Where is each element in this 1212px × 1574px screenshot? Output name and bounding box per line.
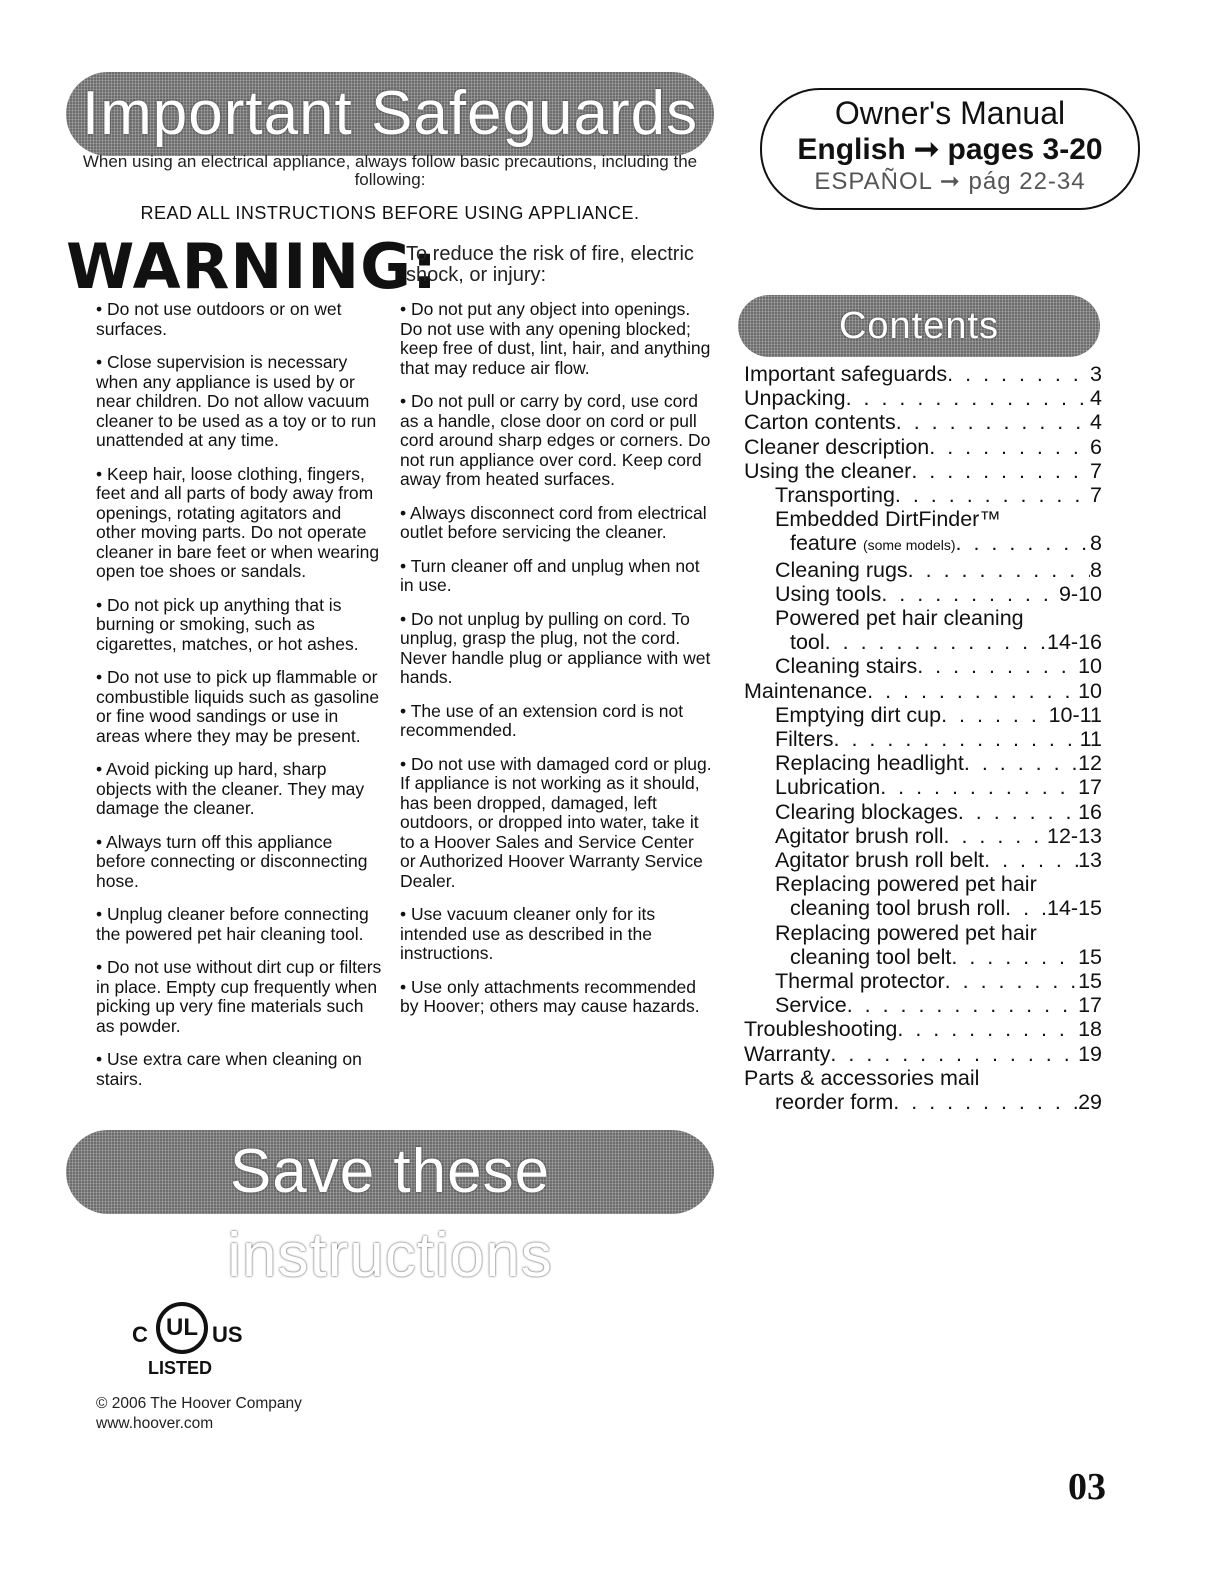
safeguard-item: • Avoid picking up hard, sharp objects with the cleaner. They may damage the cleaner. (96, 760, 382, 819)
toc-entry (744, 679, 1102, 703)
toc-entry-title: Thermal protector (775, 969, 945, 994)
toc-entry-title: Replacing powered pet hair (775, 872, 1037, 897)
toc-leader-dots (847, 993, 1078, 1017)
toc-leader-dots (944, 824, 1048, 848)
toc-entry (744, 531, 1102, 557)
toc-entry-page: 7 (1090, 483, 1102, 508)
toc-entry-page: 15 (1078, 969, 1102, 994)
toc-entry-title: Powered pet hair cleaning (775, 606, 1024, 631)
warning-heading: WARNING: (66, 230, 438, 303)
toc-entry-title: Cleaning stairs (775, 654, 918, 679)
toc-entry-page: 9-10 (1058, 581, 1102, 606)
toc-entry (744, 483, 1102, 507)
toc-entry-page: 10-11 (1048, 702, 1102, 727)
read-all-instructions: READ ALL INSTRUCTIONS BEFORE USING APPLIANCE. (140, 203, 640, 223)
toc-entry-page: 17 (1078, 993, 1102, 1018)
toc-leader-dots (896, 410, 1090, 434)
toc-leader-dots (881, 582, 1059, 606)
ul-c-mark: C (132, 1322, 148, 1347)
safeguard-item: • Do not use to pick up flammable or combustible liquids such as gasoline or fine wood sandings or use in areas where they may be present. (96, 668, 382, 746)
save-instructions-banner: Save these instructions (66, 1130, 714, 1214)
toc-entry (744, 606, 1102, 630)
safeguard-item: • Always disconnect cord from electrical outlet before servicing the cleaner. (400, 504, 712, 543)
toc-entry-title: Using the cleaner (744, 458, 912, 483)
toc-entry-title: Embedded DirtFinder™ (775, 507, 1001, 532)
toc-entry-title: Using tools (775, 581, 882, 606)
safeguard-item: • Close supervision is necessary when any appliance is used by or near children. Do not allow vacuum cleaner to be used as a toy or to run unattended at any time. (96, 353, 382, 451)
toc-leader-dots (945, 969, 1078, 993)
toc-leader-dots (830, 1042, 1078, 1066)
toc-leader-dots (947, 362, 1090, 386)
ul-us-mark: US (212, 1322, 243, 1347)
toc-entry (744, 896, 1102, 920)
safeguard-item: • The use of an extension cord is not recommended. (400, 702, 712, 741)
toc-entry-page: 8 (1090, 557, 1102, 582)
toc-entry-page: 19 (1078, 1041, 1102, 1066)
warning-subtitle: To reduce the risk of fire, electric shock, or injury: (406, 243, 694, 286)
toc-entry-page: 10 (1078, 678, 1102, 703)
toc-entry-page: 12 (1078, 751, 1102, 776)
toc-entry-title: Parts & accessories mail (744, 1065, 980, 1090)
toc-entry-title: Clearing blockages (775, 799, 958, 824)
toc-entry (744, 945, 1102, 969)
toc-entry (744, 1017, 1102, 1041)
safeguard-item: • Do not pull or carry by cord, use cord as a handle, close door on cord or pull cord around sharp edges or corners. Do not run appliance over cord. Keep cord away from heated surfaces. (400, 392, 712, 490)
toc-entry-page: 16 (1078, 799, 1102, 824)
toc-entry (744, 872, 1102, 896)
toc-entry (744, 775, 1102, 799)
toc-entry-note: (some models) (862, 537, 956, 554)
toc-leader-dots (893, 1090, 1078, 1114)
toc-entry (744, 582, 1102, 606)
toc-entry-page: 4 (1090, 410, 1102, 435)
toc-entry-page: 13 (1078, 848, 1102, 873)
toc-entry-title: Carton contents (744, 410, 896, 435)
toc-entry-title: Cleaner description (744, 434, 930, 459)
toc-entry (744, 727, 1102, 751)
toc-entry (744, 1066, 1102, 1090)
toc-entry-title: Replacing headlight (775, 751, 964, 776)
website-link[interactable]: www.hoover.com (96, 1415, 214, 1432)
toc-entry-page: 14-16 (1047, 630, 1102, 655)
toc-entry (744, 751, 1102, 775)
toc-leader-dots (917, 654, 1078, 678)
safeguard-item: • Use extra care when cleaning on stairs. (96, 1050, 382, 1089)
toc-entry-page: 29 (1078, 1090, 1102, 1115)
toc-entry-title: Agitator brush roll (775, 823, 944, 848)
toc-entry (744, 800, 1102, 824)
english-pages: English ➞ pages 3-20 (797, 133, 1103, 166)
toc-entry (744, 848, 1102, 872)
toc-leader-dots (880, 775, 1078, 799)
safeguard-item: • Keep hair, loose clothing, fingers, feet and all parts of body away from openings, rotating agitators and other moving parts. Do not operate cleaner in bare feet or when wearing open toe shoes or sandals. (96, 465, 382, 582)
toc-entry-title: Troubleshooting (744, 1017, 898, 1042)
contents-banner: Contents (738, 295, 1100, 357)
toc-leader-dots (929, 435, 1090, 459)
owners-manual-title: Owner's Manual (834, 95, 1066, 131)
safeguard-item: • Use vacuum cleaner only for its intended use as described in the instructions. (400, 905, 712, 964)
toc-entry-title: feature (790, 531, 857, 556)
toc-entry-title: Service (775, 993, 847, 1018)
toc-entry (744, 1042, 1102, 1066)
toc-entry-title: cleaning tool belt (790, 944, 952, 969)
toc-entry-page: 6 (1090, 434, 1102, 459)
safeguards-right-column (400, 300, 712, 1031)
toc-entry-title: Transporting (775, 483, 895, 508)
toc-entry-page: 17 (1078, 775, 1102, 800)
toc-entry-title: Agitator brush roll belt (775, 848, 985, 873)
toc-leader-dots (956, 531, 1091, 555)
toc-entry-title: Maintenance (744, 678, 868, 703)
toc-leader-dots (984, 848, 1078, 872)
ul-listed-logo (126, 1292, 246, 1382)
toc-leader-dots (958, 800, 1078, 824)
toc-leader-dots (867, 679, 1078, 703)
toc-entry-page: 10 (1078, 654, 1102, 679)
toc-entry (744, 703, 1102, 727)
toc-leader-dots (846, 386, 1090, 410)
owners-manual-box (760, 88, 1140, 210)
toc-entry (744, 362, 1102, 386)
toc-entry-page: 14-15 (1047, 896, 1102, 921)
safeguard-item: • Use only attachments recommended by Hoover; others may cause hazards. (400, 978, 712, 1017)
safeguard-item: • Do not use without dirt cup or filters in place. Empty cup frequently when picking up very fine materials such as powder. (96, 958, 382, 1036)
toc-entry (744, 630, 1102, 654)
toc-leader-dots (911, 459, 1090, 483)
toc-entry (744, 435, 1102, 459)
toc-entry-page: 3 (1090, 362, 1102, 386)
toc-leader-dots (1005, 896, 1047, 920)
toc-entry (744, 459, 1102, 483)
copyright-text: © 2006 The Hoover Company (96, 1395, 302, 1412)
toc-entry-page: 8 (1090, 531, 1102, 556)
toc-entry-page: 7 (1090, 458, 1102, 483)
toc-leader-dots (825, 630, 1047, 654)
safeguard-item: • Turn cleaner off and unplug when not in use. (400, 557, 712, 596)
toc-leader-dots (897, 1017, 1078, 1041)
toc-entry-title: Warranty (744, 1041, 831, 1066)
toc-leader-dots (964, 751, 1078, 775)
toc-entry (744, 507, 1102, 531)
toc-entry-title: Important safeguards (744, 362, 948, 386)
toc-entry (744, 558, 1102, 582)
toc-entry (744, 410, 1102, 434)
toc-leader-dots (834, 727, 1080, 751)
toc-leader-dots (895, 483, 1090, 507)
safeguard-item: • Do not use outdoors or on wet surfaces. (96, 300, 382, 339)
table-of-contents (744, 362, 1102, 1114)
safeguard-item: • Unplug cleaner before connecting the powered pet hair cleaning tool. (96, 905, 382, 944)
spanish-pages: ESPAÑOL ➞ pág 22-34 (814, 168, 1086, 195)
toc-leader-dots (951, 945, 1078, 969)
toc-leader-dots (941, 703, 1048, 727)
intro-text: When using an electrical appliance, always follow basic precautions, including the following: (82, 152, 698, 189)
safeguard-item: • Do not unplug by pulling on cord. To unplug, grasp the plug, not the cord. Never handle plug or appliance with wet hands. (400, 610, 712, 688)
toc-entry (744, 654, 1102, 678)
safeguard-item: • Do not use with damaged cord or plug. If appliance is not working as it should, has been dropped, damaged, left outdoors, or dropped into water, take it to a Hoover Sales and Service Center or Authorized Hoover Warranty Service Dealer. (400, 755, 712, 892)
toc-entry-title: Replacing powered pet hair (775, 920, 1037, 945)
toc-entry-title: Emptying dirt cup (775, 702, 942, 727)
safeguard-item: • Always turn off this appliance before connecting or disconnecting hose. (96, 833, 382, 892)
toc-entry (744, 824, 1102, 848)
important-safeguards-banner: Important Safeguards (66, 72, 714, 156)
toc-entry-page: 11 (1079, 727, 1102, 752)
toc-entry-title: tool (790, 630, 825, 655)
toc-entry-title: Cleaning rugs (775, 557, 908, 582)
safeguard-item: • Do not pick up anything that is burning or smoking, such as cigarettes, matches, or hot ashes. (96, 596, 382, 655)
toc-entry (744, 386, 1102, 410)
toc-entry-page: 15 (1078, 944, 1102, 969)
toc-entry-title: cleaning tool brush roll (790, 896, 1006, 921)
toc-leader-dots (908, 558, 1090, 582)
toc-entry (744, 1090, 1102, 1114)
toc-entry-title: reorder form (775, 1090, 894, 1115)
ul-listed-text: LISTED (148, 1358, 213, 1378)
toc-entry-page: 4 (1090, 386, 1102, 411)
toc-entry-page: 12-13 (1047, 823, 1102, 848)
toc-entry (744, 993, 1102, 1017)
safeguards-left-column (96, 300, 382, 1103)
toc-entry (744, 921, 1102, 945)
safeguard-item: • Do not put any object into openings. Do not use with any opening blocked; keep free of dust, lint, hair, and anything that may reduce air flow. (400, 300, 712, 378)
toc-entry-title: Unpacking (744, 386, 846, 411)
page-number: 03 (1068, 1466, 1106, 1508)
toc-entry (744, 969, 1102, 993)
ul-circle-icon: UL (156, 1302, 208, 1354)
toc-entry-title: Lubrication (775, 775, 881, 800)
copyright-block (96, 1394, 302, 1434)
toc-entry-title: Filters (775, 727, 834, 752)
toc-entry-page: 18 (1078, 1017, 1102, 1042)
